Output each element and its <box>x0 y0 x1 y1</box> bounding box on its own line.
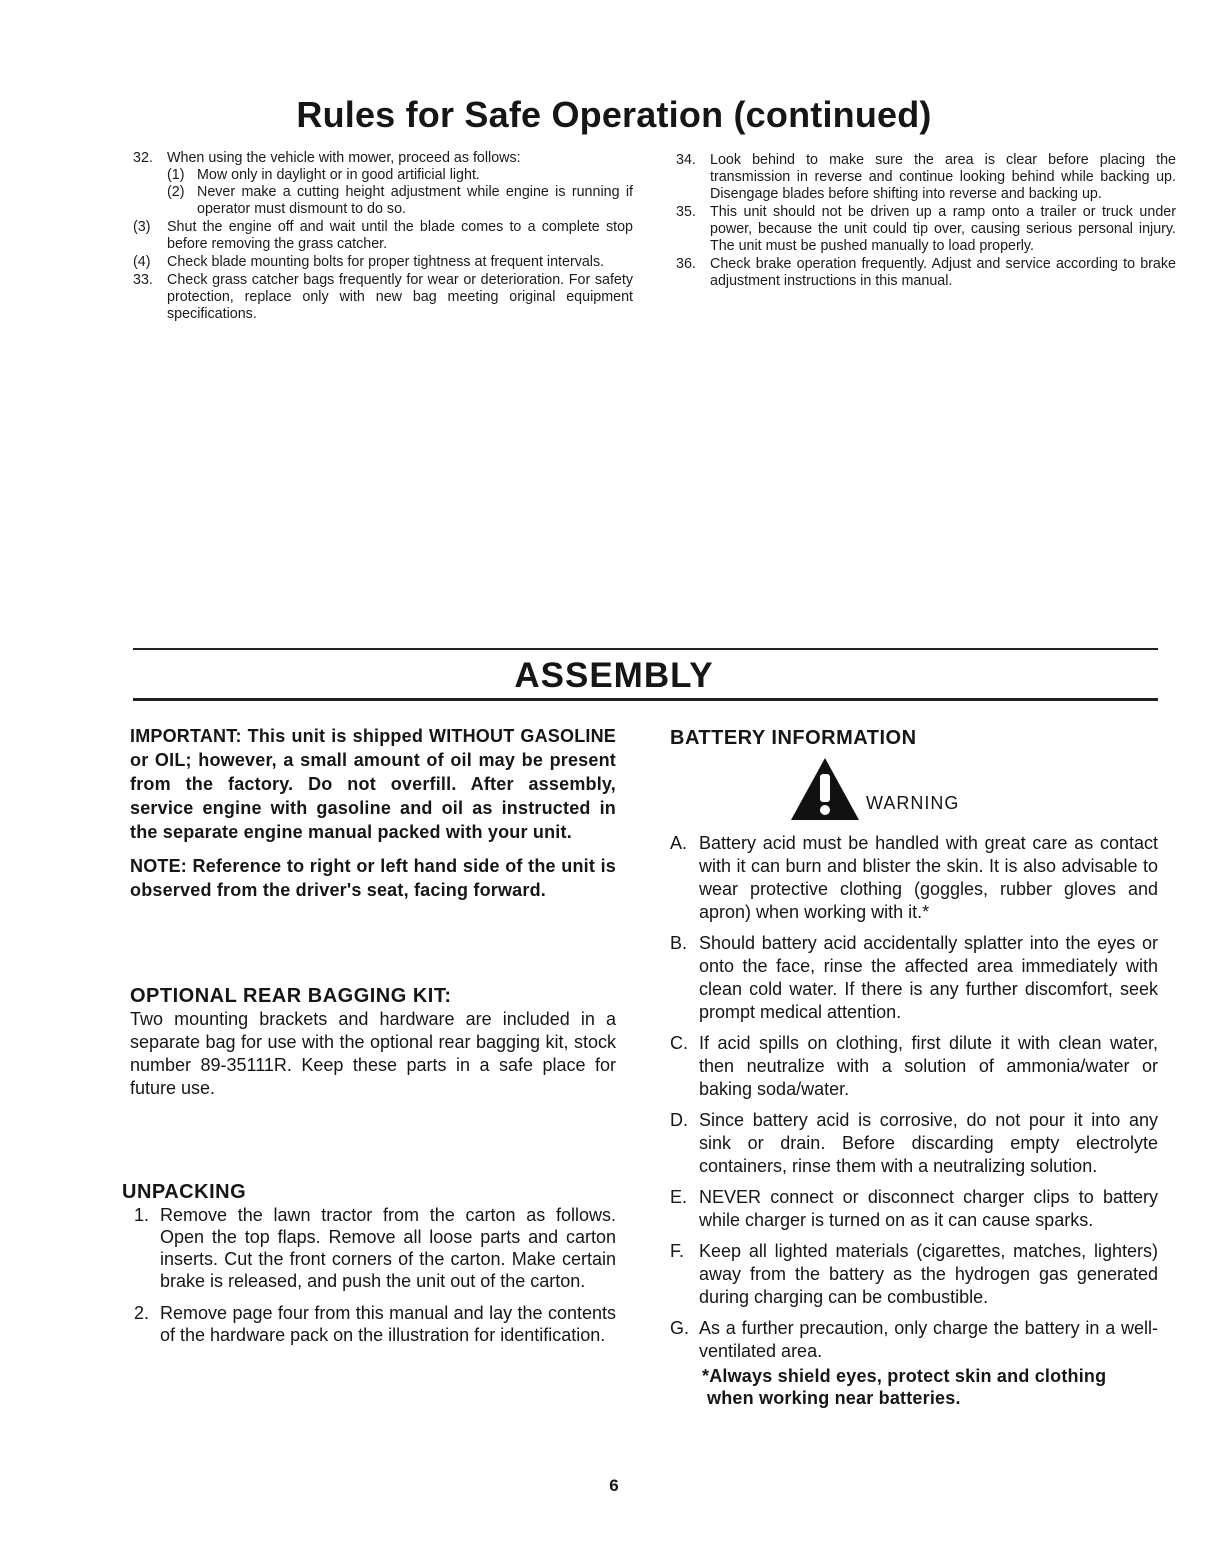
item-letter: D. <box>670 1110 688 1130</box>
rule-item <box>133 272 633 323</box>
rule-item <box>676 204 1176 255</box>
rule-number: (3) <box>133 219 151 235</box>
battery-item <box>670 1240 1158 1309</box>
item-letter: E. <box>670 1187 688 1207</box>
rule-subitem-number: (2) <box>167 184 185 200</box>
rule-subitem-text: Never make a cutting height adjustment while engine is running if operator must dismount to do so. <box>197 184 633 217</box>
bagging-kit-heading: OPTIONAL REAR BAGGING KIT: <box>130 985 452 1007</box>
rules-right-column <box>676 152 1176 291</box>
rule-number: 35. <box>676 204 696 220</box>
divider-line <box>133 648 1158 650</box>
battery-item <box>670 1109 1158 1178</box>
note-notice: NOTE: Reference to right or left hand side of the unit is observed from the driver's seat, facing forward. <box>130 856 616 900</box>
important-notice: IMPORTANT: This unit is shipped WITHOUT GASOLINE or OIL; however, a small amount of oil may be present from the factory. Do not overfill. After assembly, service engine with gasoline and oil as instructed in the separate engine manual packed with your unit. <box>130 726 616 842</box>
item-letter: B. <box>670 933 688 953</box>
rule-number: 36. <box>676 256 696 272</box>
rule-text: Look behind to make sure the area is clear before placing the transmission in reverse and continue looking behind while backing up. Disengage blades before shifting into reverse and backing up. <box>710 152 1176 202</box>
bagging-kit-text: Two mounting brackets and hardware are included in a separate bag for use with the optional rear bagging kit, stock number 89-35111R. Keep these parts in a safe place for future use. <box>130 1009 616 1098</box>
warning-block <box>670 756 1158 828</box>
unpacking-heading: UNPACKING <box>122 1181 247 1203</box>
rules-left-column <box>133 150 633 324</box>
item-text: If acid spills on clothing, first dilute it with clean water, then neutralize with a solution of ammonia/water or baking soda/water. <box>699 1033 1158 1099</box>
battery-column <box>670 726 1158 1409</box>
rule-subitem <box>167 184 633 218</box>
assembly-heading: ASSEMBLY <box>514 656 714 695</box>
step-number: 1. <box>134 1205 150 1225</box>
item-text: NEVER connect or disconnect charger clips to battery while charger is turned on as it can cause sparks. <box>699 1187 1158 1230</box>
step-text: Remove the lawn tractor from the carton as follows. Open the top flaps. Remove all loose parts and carton inserts. Cut the front corners of the carton. Make certain brake is released, and push the unit out of the carton. <box>160 1205 616 1291</box>
rule-item <box>133 150 633 218</box>
item-letter: F. <box>670 1241 685 1261</box>
battery-item <box>670 832 1158 924</box>
step-number: 2. <box>134 1303 150 1323</box>
rule-item <box>133 254 633 271</box>
rule-number: 34. <box>676 152 696 168</box>
warning-label: WARNING <box>866 793 960 813</box>
rule-text: Check blade mounting bolts for proper tightness at frequent intervals. <box>167 254 605 270</box>
battery-item <box>670 1317 1158 1363</box>
rule-number: 33. <box>133 272 153 288</box>
unpacking-step <box>130 1302 616 1346</box>
warning-triangle-icon <box>789 756 861 822</box>
battery-item <box>670 932 1158 1024</box>
rule-text: Shut the engine off and wait until the blade comes to a complete stop before removing the grass catcher. <box>167 219 633 252</box>
rule-subitem-text: Mow only in daylight or in good artificial light. <box>197 167 480 183</box>
item-letter: A. <box>670 833 688 853</box>
battery-heading: BATTERY INFORMATION <box>670 727 917 749</box>
rule-item <box>676 152 1176 203</box>
item-text: Should battery acid accidentally splatter into the eyes or onto the face, rinse the affected area immediately with clean cold water. If there is any further discomfort, seek prompt medical attention. <box>699 933 1158 1022</box>
item-text: Keep all lighted materials (cigarettes, matches, lighters) away from the battery as the hydrogen gas generated during charging can be combustible. <box>699 1241 1158 1307</box>
rule-text: This unit should not be driven up a ramp onto a trailer or truck under power, because the unit could tip over, causing serious personal injury. The unit must be pushed manually to load properly. <box>710 204 1176 254</box>
item-letter: G. <box>670 1318 690 1338</box>
battery-item <box>670 1032 1158 1101</box>
rule-text: When using the vehicle with mower, proceed as follows: <box>167 150 521 166</box>
assembly-left-column <box>122 724 616 1356</box>
rule-item <box>133 219 633 253</box>
rule-number: (4) <box>133 254 151 270</box>
rule-subitem <box>167 167 633 184</box>
item-text: As a further precaution, only charge the battery in a well-ventilated area. <box>699 1318 1158 1361</box>
page-title: Rules for Safe Operation (continued) <box>296 94 932 135</box>
rule-item <box>676 256 1176 290</box>
item-text: Battery acid must be handled with great care as contact with it can burn and blister the skin. It is also advisable to wear protective clothing (goggles, rubber gloves and apron) when working with it.* <box>699 833 1158 922</box>
item-text: Since battery acid is corrosive, do not pour it into any sink or drain. Before discarding empty electrolyte containers, rinse them with a neutralizing solution. <box>699 1110 1158 1176</box>
rule-text: Check grass catcher bags frequently for wear or deterioration. For safety protection, replace only with new bag meeting original equipment specifications. <box>167 272 633 322</box>
battery-item <box>670 1186 1158 1232</box>
page-number: 6 <box>609 1476 619 1495</box>
rule-subitem-number: (1) <box>167 167 185 183</box>
step-text: Remove page four from this manual and lay the contents of the hardware pack on the illustration for identification. <box>160 1303 616 1345</box>
divider-line <box>133 698 1158 701</box>
rule-number: 32. <box>133 150 153 166</box>
battery-footnote: *Always shield eyes, protect skin and clothing when working near batteries. <box>702 1366 1107 1408</box>
item-letter: C. <box>670 1033 688 1053</box>
rule-text: Check brake operation frequently. Adjust and service according to brake adjustment instructions in this manual. <box>710 256 1176 289</box>
unpacking-step <box>130 1204 616 1292</box>
